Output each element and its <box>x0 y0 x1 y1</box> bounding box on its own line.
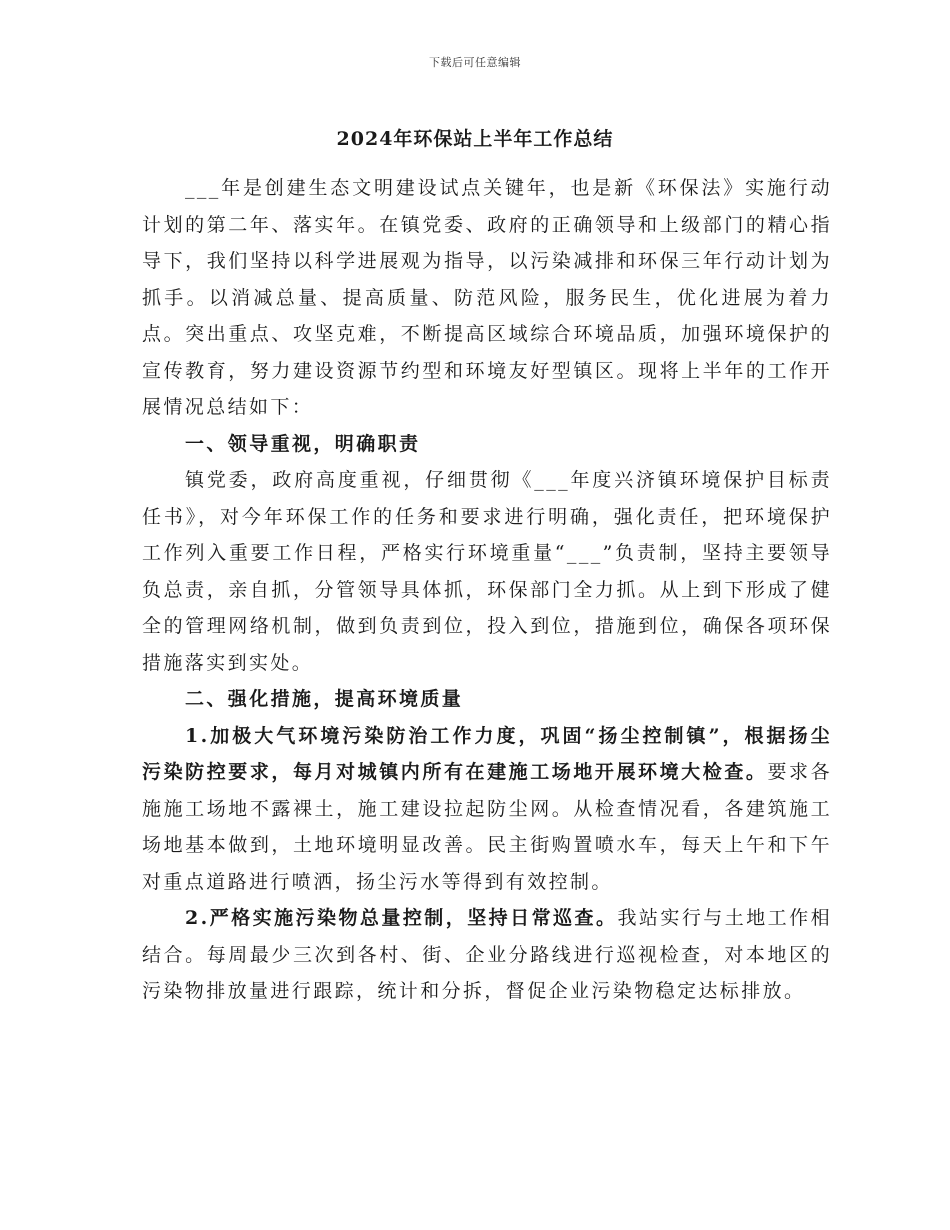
section2-item1-lead: 1.加极大气环境污染防治工作力度，巩固“扬尘控制镇”，根据扬尘污染防控要求，每月对城镇内所有在建施工场地开展环境大检查。 <box>142 724 832 783</box>
section2-item2-paragraph <box>142 900 832 1010</box>
document-title: 2024年环保站上半年工作总结 <box>336 128 614 150</box>
header-note: 下载后可任意编辑 <box>429 56 521 69</box>
document-body <box>142 170 832 1010</box>
section2-item1-paragraph <box>142 718 832 901</box>
section1-heading: 一、领导重视，明确职责 <box>185 432 421 455</box>
section2-item1-text: 要求各施施工场地不露裸土，施工建设拉起防尘网。从检查情况看，各建筑施工场地基本做到，土地环境明显改善。民主街购置喷水车，每天上午和下午对重点道路进行喷洒，扬尘污水等得到有效控制。 <box>142 761 833 893</box>
intro-paragraph: ___年是创建生态文明建设试点关键年，也是新《环保法》实施行动计划的第二年、落实年。在镇党委、政府的正确领导和上级部门的精心指导下，我们坚持以科学进展观为指导，以污染减排和环保三年行动计划为抓手。以消减总量、提高质量、防范风险，服务民生，优化进展为着力点。突出重点、攻坚克难，不断提高区域综合环境品质，加强环境保护的宣传教育，努力建设资源节约型和环境友好型镇区。现将上半年的工作开展情况总结如下： <box>142 177 832 418</box>
section2-item2-text: 我站实行与土地工作相结合。每周最少三次到各村、街、企业分路线进行巡视检查，对本地区的污染物排放量进行跟踪，统计和分拆，督促企业污染物稳定达标排放。 <box>142 907 832 1002</box>
section1-paragraph: 镇党委，政府高度重视，仔细贯彻《___年度兴济镇环境保护目标责任书》，对今年环保工作的任务和要求进行明确，强化责任，把环境保护工作列入重要工作日程，严格实行环境重量“___”负责制，坚持主要领导负总责，亲自抓，分管领导具体抓，环保部门全力抓。从上到下形成了健全的管理网络机制，做到负责到位，投入到位，措施到位，确保各项环保措施落实到实处。 <box>142 469 832 674</box>
section2-heading: 二、强化措施，提高环境质量 <box>185 688 464 710</box>
section2-item2-lead: 2.严格实施污染物总量控制，坚持日常巡查。 <box>185 907 618 929</box>
